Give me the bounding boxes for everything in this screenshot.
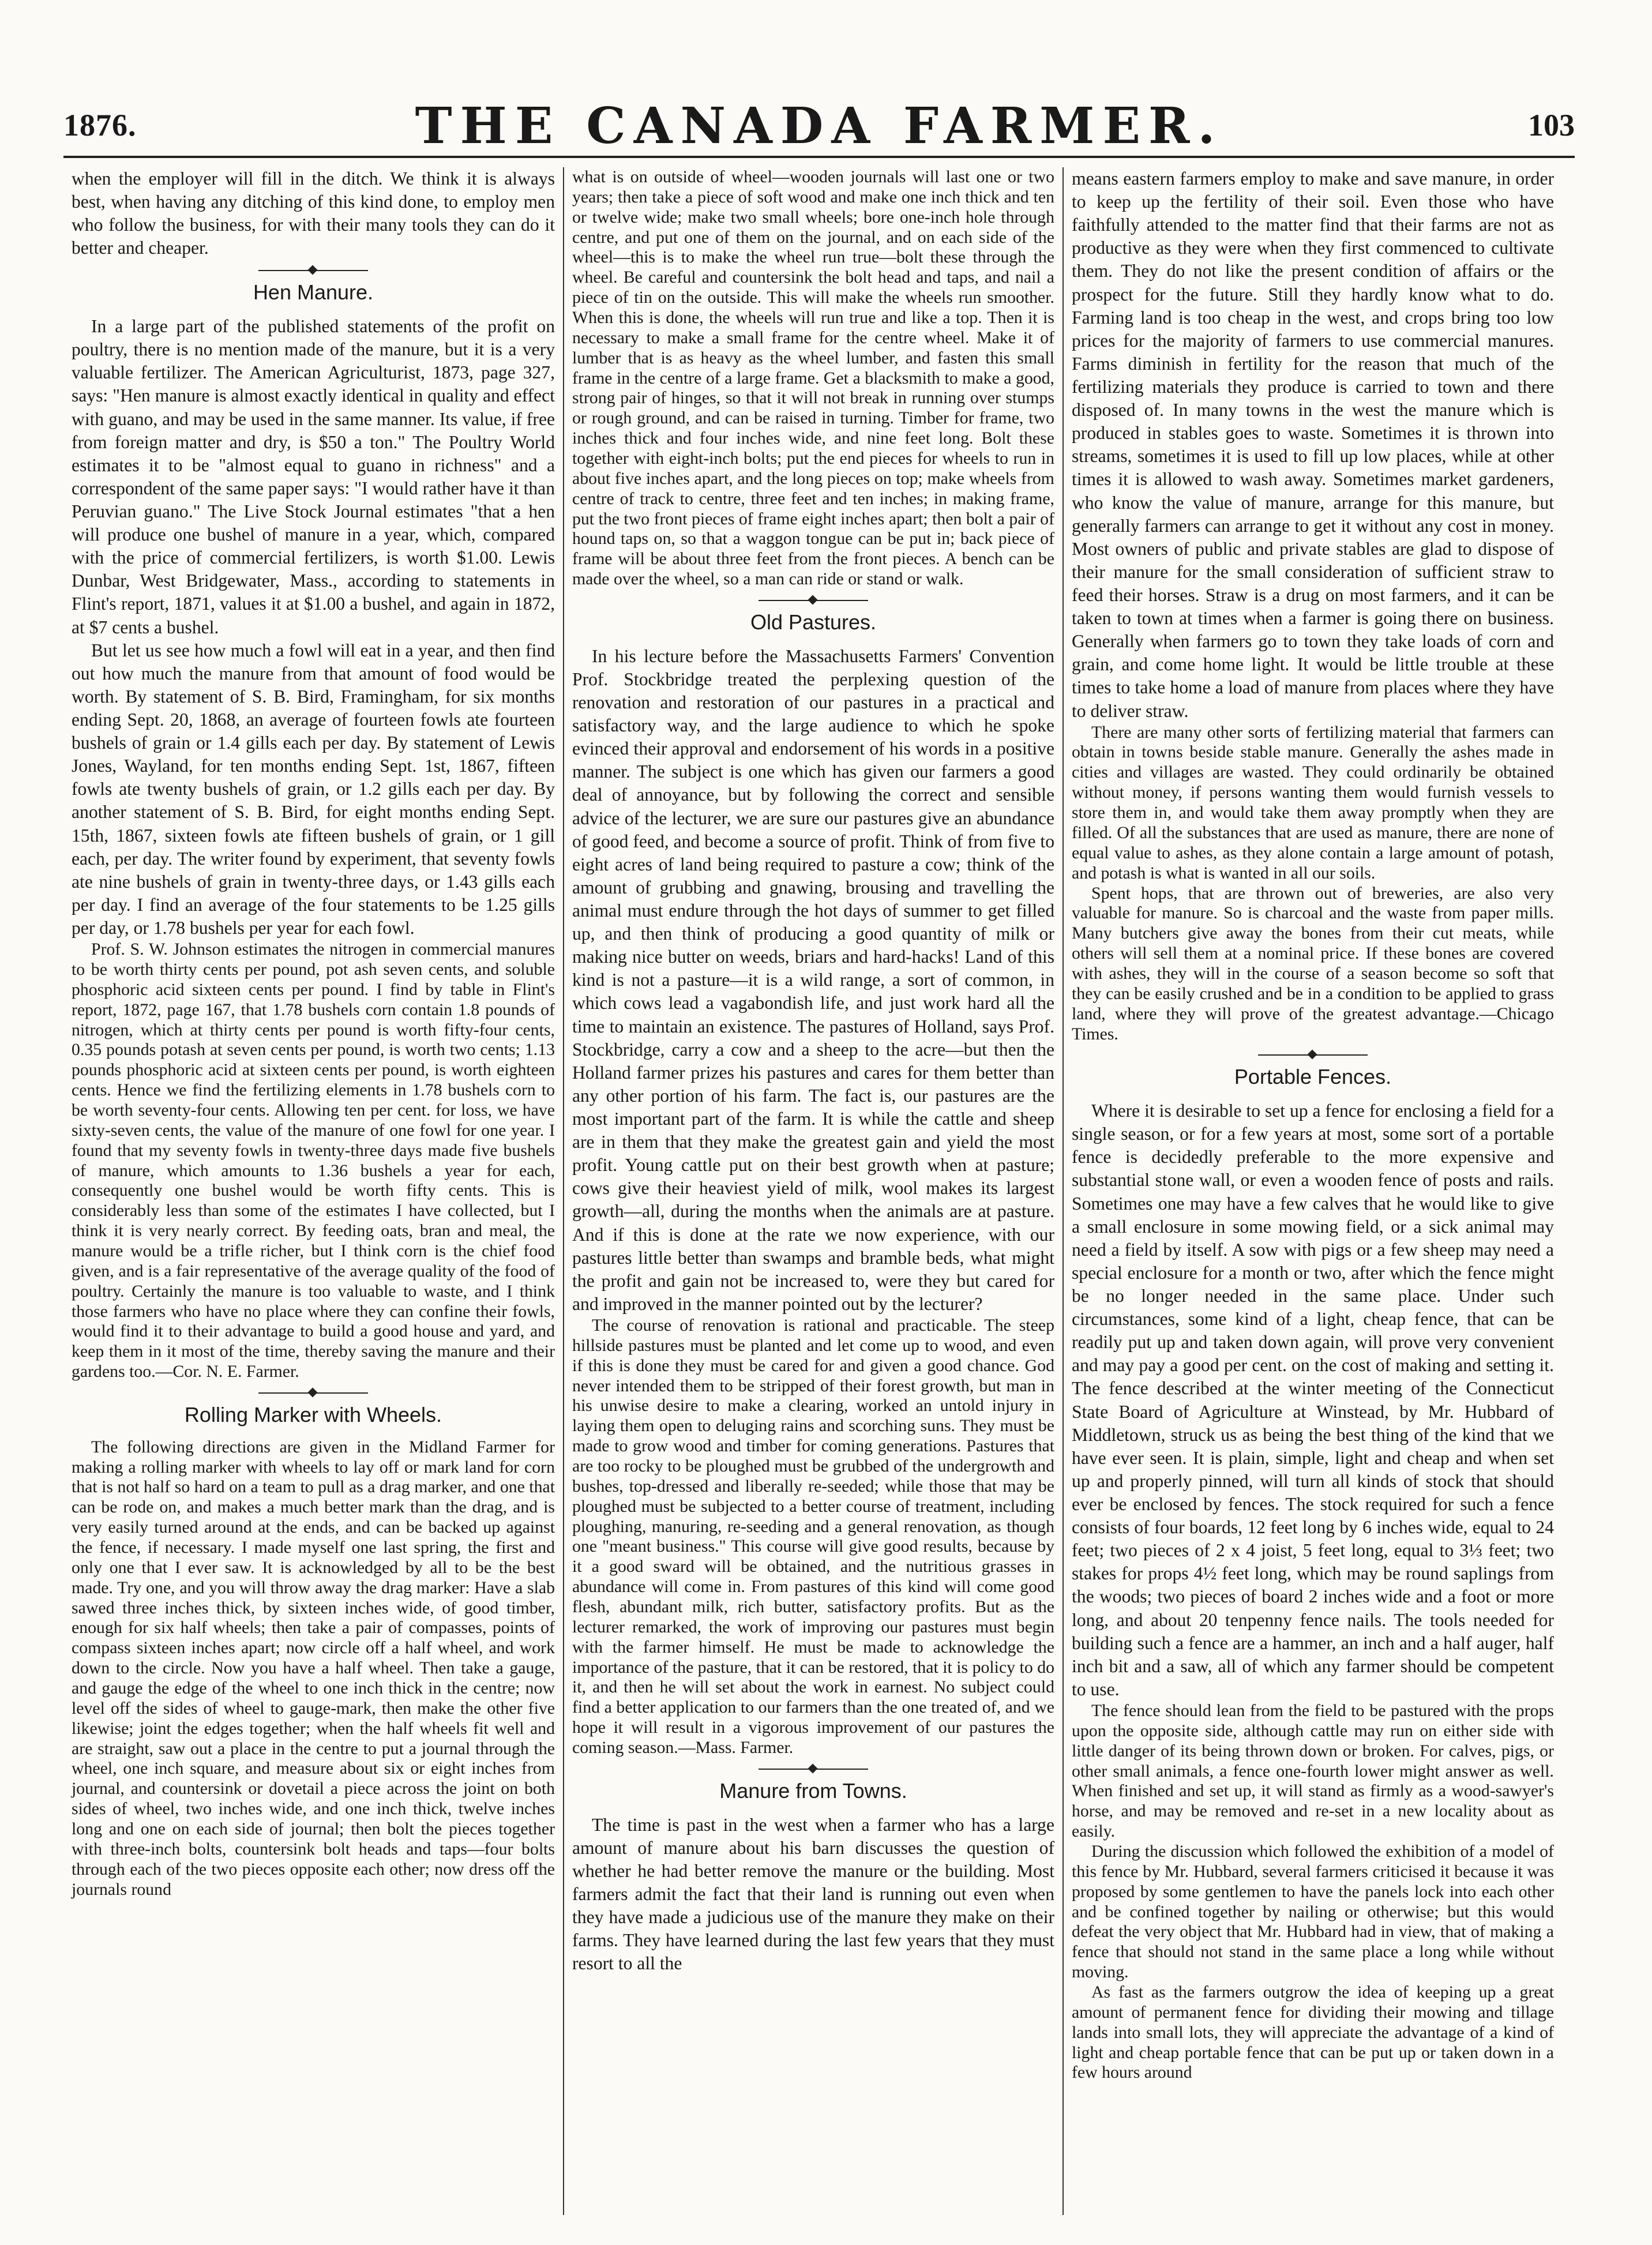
- paragraph: There are many other sorts of fertilizing material that farmers can obtain in towns beside stable manure. Generally the ashes made in cities and villages are wasted. They could ordinarily be obtained without money, if persons wanting them would furnish vessels to store them in, and would take them away promptly when they are filled. Of all the substances that are used as manure, there are none of equal value to ashes, as they alone contain a large amount of potash, and potash is what is wanted in all our soils.: [1072, 722, 1554, 883]
- section-divider: [258, 1392, 368, 1396]
- article-heading: Rolling Marker with Wheels.: [184, 1403, 442, 1427]
- paragraph: The course of renovation is rational and practicable. The steep hillside pastures must be planted and let come up to wood, and even if this is done they must be cared for and given a good chance. God never intended them to be stripped of their forest growth, but man in his unwise desire to make a clearing, worked an untold injury in laying them open to deluging rains and scorching suns. They must be made to grow wood and timber for coming generations. Pastures that are too rocky to be ploughed must be grubbed of the undergrowth and bushes, top-dressed and liberally re-seeded; while those that may be ploughed must be subjected to a better course of treatment, including ploughing, manuring, re-seeding and a general renovation, as though one "meant business." This course will give good results, because by it a good sward will be obtained, and the nutritious grasses in abundance will come in. From pastures of this kind will come good flesh, abundant milk, rich butter, satisfactory profits. But as the lecturer remarked, the work of improving our pastures must begin with the farmer himself. He must be made to acknowledge the importance of the pasture, that it can be restored, that it is policy to do it, and then he will set about the work in earnest. No subject could find a better application to our farmers than the one treated of, and we hope it will result in a vigorous improvement of our pastures the coming season.—Mass. Farmer.: [572, 1315, 1054, 1757]
- column-3: [1062, 167, 1562, 2215]
- section-divider: [759, 1769, 868, 1772]
- paragraph: Where it is desirable to set up a fence for enclosing a field for a single season, or for a few years at most, some sort of a portable fence is decidedly preferable to the more expensive and substantial stone wall, or even a wooden fence of posts and rails. Sometimes one may have a few calves that he would like to give a small enclosure in some mowing field, or a sick animal may need a field by itself. A sow with pigs or a few sheep may need a special enclosure for a month or two, after which the fence might be no longer needed in the same place. Under such circumstances, some kind of a light, cheap fence, that can be readily put up and taken down again, will prove very convenient and may pay a good per cent. on the cost of making and setting it. The fence described at the winter meeting of the Connecticut State Board of Agriculture at Winstead, by Mr. Hubbard of Middletown, struck us as being the best thing of the kind that we have ever seen. It is plain, simple, light and cheap and when set up and properly pinned, will turn all kinds of stock that should ever be enclosed by fences. The stock required for such a fence consists of four boards, 12 feet long by 6 inches wide, equal to 24 feet; two pieces of 2 x 4 joist, 5 feet long, equal to 3⅓ feet; two stakes for props 4½ feet long, which may be round saplings from the woods; two pieces of board 2 inches wide and a foot or more long, and about 20 tenpenny fence nails. The tools needed for building such a fence are a hammer, an inch and a half auger, half inch bit and a saw, all of which any farmer should be competent to use.: [1072, 1101, 1554, 1699]
- newspaper-title: THE CANADA FARMER.: [415, 97, 1223, 155]
- masthead: [63, 92, 1575, 158]
- paragraph: In a large part of the published statements of the profit on poultry, there is no mention made of the manure, but it is a very valuable fertilizer. The American Agriculturist, 1873, page 327, says: "Hen manure is almost exactly identical in quality and effect with guano, and may be used in the same manner. Its value, if free from foreign matter and dry, is $50 a ton." The Poultry World estimates it to be "almost equal to guano in richness" and a correspondent of the same paper says: "I would rather have it than Peruvian guano." The Live Stock Journal estimates "that a hen will produce one bushel of manure in a year, which, compared with the price of commercial fertilizers, is worth $1.00. Lewis Dunbar, West Bridgewater, Mass., according to statements in Flint's report, 1871, values it at $1.00 a bushel, and again in 1872, at $7 cents a bushel.: [72, 316, 555, 637]
- paragraph: But let us see how much a fowl will eat in a year, and then find out how much the manure from that amount of food would be worth. By statement of S. B. Bird, Framingham, for six months ending Sept. 20, 1868, an average of fourteen fowls ate fourteen bushels of grain or 1.4 gills each per day. By statement of Lewis Jones, Wayland, for ten months ending Sept. 1st, 1867, fifteen fowls ate twenty bushels of grain, or 1.2 gills each per day. By another statement of S. B. Bird, for eight months ending Sept. 15th, 1867, sixteen fowls ate fifteen bushels of grain, or 1 gill each, per day. The writer found by experiment, that seventy fowls ate nine bushels of grain in twenty-three days, or 1.43 gills each per day. I find an average of the four statements to be 1.25 gills per day, or 1.78 bushels per year for each fowl.: [72, 640, 555, 938]
- paragraph: Spent hops, that are thrown out of breweries, are also very valuable for manure. So is charcoal and the waste from paper mills. Many butchers give away the bones from their cut meats, while others will sell them at a nominal price. If these bones are covered with ashes, they will in the course of a season become so soft that they can be easily crushed and be in a condition to be applied to grass land, where they will prove of the greatest advantage.—Chicago Times.: [1072, 883, 1554, 1043]
- paragraph: when the employer will fill in the ditch. We think it is always best, when having any ditching of this kind done, to employ men who follow the business, for with their many tools they can do it better and cheaper.: [72, 168, 555, 258]
- page-number: 103: [1528, 108, 1575, 142]
- paragraph: The fence should lean from the field to be pastured with the props upon the opposite side, although cattle may run on either side with little danger of its being thrown down or broken. For calves, pigs, or other small animals, a fence one-fourth lower might answer as well. When finished and set up, it will stand as firmly as a wood-sawyer's horse, and may be removed and re-set in a new locality about as easily.: [1072, 1700, 1554, 1841]
- section-divider: [258, 270, 368, 273]
- paragraph: means eastern farmers employ to make and save manure, in order to keep up the fertility of their soil. Even those who have faithfully attended to the matter find that their farms are not as productive as they were when they first commenced to cultivate them. They do not like the present condition of affairs or the prospect for the future. Still they hardly know what to do. Farming land is too cheap in the west, and crops bring too low prices for the majority of farmers to use commercial manures. Farms diminish in fertility for the reason that much of the fertilizing materials they produce is carried to town and there disposed of. In many towns in the west the manure which is produced in stables goes to waste. Sometimes it is thrown into streams, sometimes it is used to fill up low places, while at other times it is allowed to wash away. Sometimes market gardeners, who know the value of manure, arrange for this manure, but generally farmers can arrange to get it without any cost in money. Most owners of public and private stables are glad to dispose of their manure for the small consideration of sufficient straw to feed their horses. Straw is a drug on most farmers, and it can be taken to town at times when a farmer is going there on business. Generally when farmers go to town they take loads of corn and grain, and come home light. It would be little trouble at these times to take home a load of manure from places where they have to deliver straw.: [1072, 168, 1554, 721]
- issue-year: 1876.: [63, 108, 137, 142]
- column-2: [563, 167, 1062, 2215]
- article-heading: Old Pastures.: [750, 610, 877, 635]
- section-divider: [759, 600, 868, 603]
- paragraph: In his lecture before the Massachusetts Farmers' Convention Prof. Stockbridge treated the perplexing question of the renovation and restoration of our pastures in a practical and satisfactory way, and the large audience to which he spoke evinced their approval and endorsement of his words in a positive manner. The subject is one which has given our farmers a good deal of annoyance, but by following the correct and sensible advice of the lecturer, we are sure our pastures give an abundance of good feed, and become a source of profit. Think of from five to eight acres of land being required to pasture a cow; think of the amount of grubbing and gnawing, brousing and travelling the animal must endure through the hot days of summer to get filled up, and then think of producing a good quantity of milk or making nice butter on weeds, briars and hard-hacks! Land of this kind is not a pasture—it is a wild range, a sort of common, in which cows lead a vagabondish life, and just work hard all the time to maintain an existence. The pastures of Holland, says Prof. Stockbridge, carry a cow and a sheep to the acre—but then the Holland farmer prizes his pastures and cares for them better than any other portion of his farm. The fact is, our pastures are the most important part of the farm. It is while the cattle and sheep are in them that they make the greatest gain and yield the most profit. Young cattle put on their best growth when at pasture; cows give their heaviest yield of milk, wool makes its largest growth—all, during the months when the animals are at pasture. And if this is done at the rate we now experience, with our pastures little better than swamps and bramble beds, what might the profit and gain not be increased to, were they but cared for and improved in the manner pointed out by the lecturer?: [572, 645, 1054, 1314]
- paragraph: what is on outside of wheel—wooden journals will last one or two years; then take a piece of soft wood and make one inch thick and ten or twelve wide; make two small wheels; bore one-inch hole through centre, and put one of them on the journal, and on each side of the wheel—this is to make the wheel run true—bolt these through the wheel. Be careful and countersink the bolt head and taps, and nail a piece of tin on the outside. This will make the wheels run smoother. When this is done, the wheels will run true and like a top. Then it is necessary to make a small frame for the centre wheel. Make it of lumber that is as heavy as the wheel lumber, and fasten this small frame in the centre of a large frame. Get a blacksmith to make a good, strong pair of hinges, so that it will not break in running over stumps or rough ground, and can be raised in turning. Timber for frame, two inches thick and four inches wide, and nine feet long. Bolt these together with eight-inch bolts; put the end pieces for wheels to run in about five inches apart, and the long pieces on top; make wheels from centre of track to centre, three feet and ten inches; in making frame, put the two front pieces of frame eight inches apart; then bolt a pair of hound taps on, so that a waggon tongue can be put in; back piece of frame will be about three feet from the front pieces. A bench can be made over the wheel, so a man can ride or stand or walk.: [572, 167, 1054, 589]
- paragraph: During the discussion which followed the exhibition of a model of this fence by Mr. Hubbard, several farmers criticised it because it was proposed by some gentlemen to have the panels lock into each other and be confined together by nailing or otherwise; but this would defeat the very object that Mr. Hubbard had in view, that of making a fence that should not stand in the same place a long while without moving.: [1072, 1841, 1554, 1982]
- column-1: [63, 167, 563, 2215]
- article-heading: Manure from Towns.: [719, 1778, 907, 1803]
- article-heading: Hen Manure.: [253, 280, 374, 305]
- paragraph: The time is past in the west when a farmer who has a large amount of manure about his barn discusses the question of whether he had better remove the manure or the building. Most farmers admit the fact that their land is running out even when they have made a judicious use of the manure they make on their farms. They have learned during the last few years that they must resort to all the: [572, 1814, 1054, 1974]
- paragraph: Prof. S. W. Johnson estimates the nitrogen in commercial manures to be worth thirty cents per pound, pot ash seven cents, and soluble phosphoric acid sixteen cents per pound. I find by table in Flint's report, 1872, page 167, that 1.78 bushels corn contain 1.8 pounds of nitrogen, which at thirty cents per pound is worth fifty-four cents, 0.35 pounds potash at seven cents per pound, is worth two cents; 1.13 pounds phosphoric acid at sixteen cents per pound, is worth eighteen cents. Hence we find the fertilizing elements in 1.78 bushels corn to be worth seventy-four cents. Allowing ten per cent. for loss, we have sixty-seven cents, the value of the manure of one fowl for one year. I found that my seventy fowls in twenty-three days made five bushels of manure, which amounts to 1.36 bushels a year for each, consequently one bushel would be worth fifty cents. This is considerably less than some of the estimates I have collected, but I think it is very nearly correct. By feeding oats, bran and meal, the manure would be a trifle richer, but I think corn is the chief food given, and is a fair representative of the average quality of the food of poultry. Certainly the manure is too valuable to waste, and I think those farmers who have no place where they can confine their fowls, would find it to their advantage to build a good house and yard, and keep them in it most of the time, thereby saving the manure and their gardens too.—Cor. N. E. Farmer.: [72, 940, 555, 1381]
- article-columns: [63, 167, 1575, 2215]
- newspaper-page: [63, 92, 1575, 2215]
- paragraph: As fast as the farmers outgrow the idea of keeping up a great amount of permanent fence for dividing their mowing and tillage lands into small lots, they will appreciate the advantage of a kind of light and cheap portable fence that can be put up or taken down in a few hours around: [1072, 1982, 1554, 2082]
- section-divider: [1258, 1054, 1368, 1058]
- article-heading: Portable Fences.: [1234, 1065, 1392, 1089]
- paragraph: The following directions are given in the Midland Farmer for making a rolling marker with wheels to lay off or mark land for corn that is not half so hard on a team to pull as a drag marker, and one that can be rode on, and makes a much better mark than the drag, and is very easily turned around at the ends, and can be backed up against the fence, if necessary. I made myself one last spring, the first and only one that I ever saw. It is acknowledged by all to be the best made. Try one, and you will throw away the drag marker: Have a slab sawed three inches thick, by sixteen inches wide, of good timber, enough for six half wheels; then take a pair of compasses, points of compass sixteen inches apart; now circle off a half wheel, and work down to the circle. Now you have a half wheel. Then take a gauge, and gauge the edge of the wheel to one inch thick in the centre; now level off the sides of wheel to gauge-mark, then make the other five likewise; joint the edges together; when the half wheels fit well and are straight, saw out a place in the centre to put a journal through the wheel, one inch square, and measure about six or eight inches from journal, and countersink or dovetail a piece across the joint on both sides of wheel, two inches wide, and one inch thick, twelve inches long and one on each side of journal; then bolt the pieces together with three-inch bolts, countersink bolt heads and taps—four bolts through each of the two pieces opposite each other; now dress off the journals round: [72, 1437, 555, 1899]
